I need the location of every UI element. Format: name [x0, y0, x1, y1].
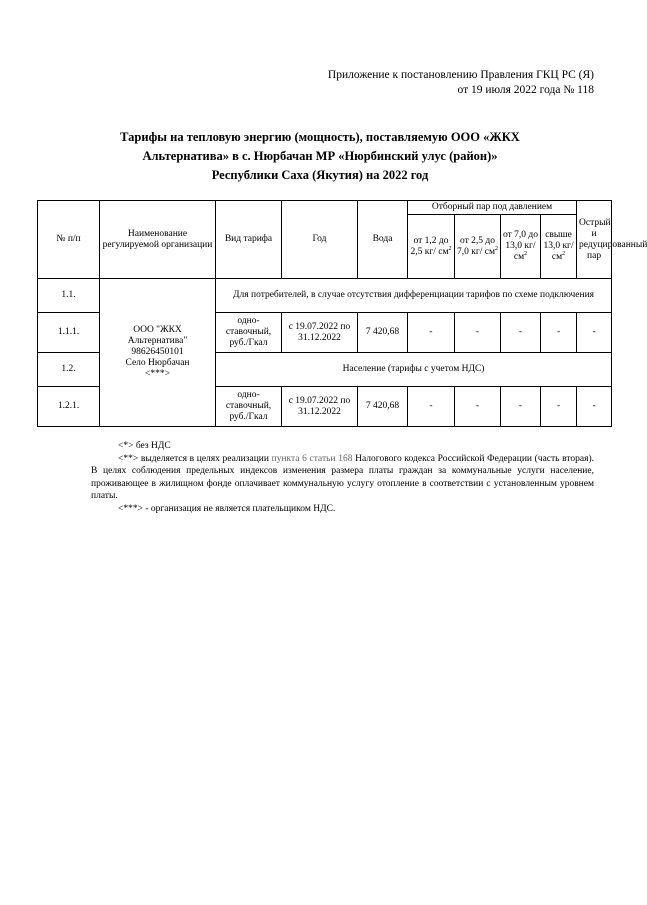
header-pressure-4: свыше 13,0 кг/ $см^2$ — [541, 215, 577, 279]
tariff-table — [37, 200, 647, 427]
annex-line-2: от 19 июля 2022 года № 118 — [457, 84, 594, 96]
footnote-2: <**> выделяется в целях реализации пункта 6 статьи 168 Налогового кодекса Российской Федерации (часть вторая). В целях соблюдения предельных индексов изменения размера платы граждан за коммунальные услуги население, проживающее в жилищном фонде оплачивает коммунальную услугу отопление в соответствии с установленным уровнем платы. — [91, 453, 595, 501]
document-title — [60, 128, 580, 185]
row-p3: - — [501, 313, 541, 353]
row-tariff-type: одно-ставочный, руб./Гкал — [216, 387, 282, 427]
header-year: Год — [282, 201, 358, 279]
row-num: 1.1.1. — [38, 313, 100, 353]
footnotes — [91, 440, 594, 515]
header-sharp-steam: Острый и редуцированный пар — [577, 201, 612, 279]
row-year: с 19.07.2022 по 31.12.2022 — [282, 313, 358, 353]
footnote-1: <*> без НДС — [118, 441, 171, 451]
header-water: Вода — [358, 201, 408, 279]
row-num: 1.2. — [38, 353, 100, 387]
title-line-3: Республики Саха (Якутия) на 2022 год — [211, 168, 429, 182]
row-p1: - — [408, 387, 455, 427]
row-sharp: - — [577, 313, 612, 353]
header-org: Наименование регулируемой организации — [100, 201, 216, 279]
org-cell: ООО "ЖКХ Альтернатива" 98626450101 Село Нюрбачан <***> — [100, 279, 216, 427]
header-row — [38, 201, 612, 215]
law-reference-link[interactable]: пункта 6 статьи 168 — [271, 453, 353, 464]
header-tariff-type: Вид тарифа — [216, 201, 282, 279]
table-row — [38, 279, 612, 313]
row-p2: - — [455, 313, 501, 353]
annex-line-1: Приложение к постановлению Правления ГКЦ РС (Я) — [327, 69, 594, 81]
row-sharp: - — [577, 387, 612, 427]
row-year: с 19.07.2022 по 31.12.2022 — [282, 387, 358, 427]
header-pressure-3: от 7,0 до 13,0 кг/ $см^2$ — [501, 215, 541, 279]
title-line-1: Тарифы на тепловую энергию (мощность), поставляемую ООО «ЖКХ — [120, 130, 520, 144]
annex-header — [328, 68, 594, 98]
header-pressure-1: от 1,2 до 2,5 кг/ $см^2$ — [408, 215, 455, 279]
footnote-3: <***> - организация не является плательщиком НДС. — [118, 503, 336, 514]
row-water: 7 420,68 — [358, 387, 408, 427]
header-pressure-2: от 2,5 до 7,0 кг/ $см^2$ — [455, 215, 501, 279]
row-num: 1.2.1. — [38, 387, 100, 427]
section-label: Для потребителей, в случае отсутствия дифференциации тарифов по схеме подключения — [216, 279, 612, 313]
row-num: 1.1. — [38, 279, 100, 313]
row-p3: - — [501, 387, 541, 427]
section-label: Население (тарифы с учетом НДС) — [216, 353, 612, 387]
row-p4: - — [541, 313, 577, 353]
row-p2: - — [455, 387, 501, 427]
row-p4: - — [541, 387, 577, 427]
header-num: № п/п — [38, 201, 100, 279]
row-tariff-type: одно-ставочный, руб./Гкал — [216, 313, 282, 353]
row-water: 7 420,68 — [358, 313, 408, 353]
header-steam-group: Отборный пар под давлением — [408, 201, 577, 215]
row-p1: - — [408, 313, 455, 353]
title-line-2: Альтернатива» в с. Нюрбачан МР «Нюрбинский улус (район)» — [142, 149, 498, 163]
